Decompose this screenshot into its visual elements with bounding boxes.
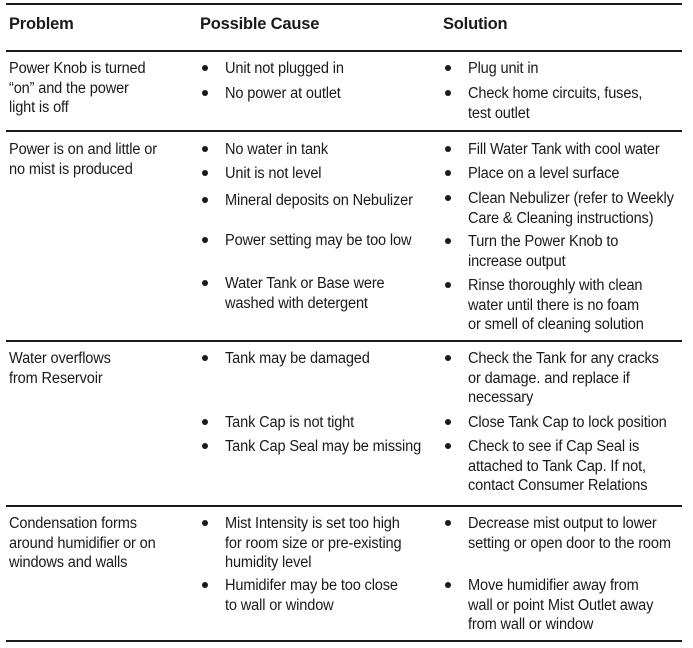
bullet-icon bbox=[445, 170, 451, 176]
cause-item: Mist Intensity is set too high for room size or pre-existing humidity level bbox=[225, 515, 402, 571]
solution-item: Rinse thoroughly with clean water until there is no foam or smell of cleaning solution bbox=[468, 277, 644, 333]
cause-item: Tank Cap Seal may be missing bbox=[225, 438, 422, 455]
bullet-icon bbox=[202, 197, 208, 203]
cause-item: Power setting may be too low bbox=[225, 232, 412, 249]
table-bottom-rule bbox=[6, 640, 682, 642]
cause-item: Unit is not level bbox=[225, 165, 322, 182]
solution-item: Fill Water Tank with cool water bbox=[468, 141, 660, 158]
solution-item: Check home circuits, fuses, test outlet bbox=[468, 85, 643, 122]
solution-item: Turn the Power Knob to increase output bbox=[468, 233, 619, 270]
solution-item: Check to see if Cap Seal is attached to Tank Cap. If not, contact Consumer Relations bbox=[468, 438, 648, 494]
bullet-icon bbox=[445, 355, 451, 361]
bullet-icon bbox=[202, 146, 208, 152]
row-divider-1 bbox=[6, 130, 682, 132]
bullet-icon bbox=[202, 520, 208, 526]
problem-cell: Water overflows from Reservoir bbox=[9, 350, 111, 387]
header-problem: Problem bbox=[9, 15, 74, 33]
bullet-icon bbox=[445, 443, 451, 449]
cause-item: Mineral deposits on Nebulizer bbox=[225, 192, 413, 209]
bullet-icon bbox=[445, 282, 451, 288]
solution-item: Check the Tank for any cracks or damage. and replace if necessary bbox=[468, 350, 659, 406]
bullet-icon bbox=[202, 582, 208, 588]
bullet-icon bbox=[445, 419, 451, 425]
solution-item: Decrease mist output to lower setting or open door to the room bbox=[468, 515, 671, 552]
problem-cell: Condensation forms around humidifier or on windows and walls bbox=[9, 515, 156, 571]
cause-item: Water Tank or Base were washed with detergent bbox=[225, 275, 385, 312]
bullet-icon bbox=[202, 90, 208, 96]
cause-item: Tank may be damaged bbox=[225, 350, 370, 367]
row-divider-2 bbox=[6, 340, 682, 342]
bullet-icon bbox=[202, 280, 208, 286]
header-possible-cause: Possible Cause bbox=[200, 15, 320, 33]
problem-cell: Power Knob is turned “on” and the power light is off bbox=[9, 60, 146, 116]
bullet-icon bbox=[202, 443, 208, 449]
solution-item: Close Tank Cap to lock position bbox=[468, 414, 667, 431]
bullet-icon bbox=[445, 520, 451, 526]
problem-cell: Power is on and little or no mist is produced bbox=[9, 141, 157, 178]
bullet-icon bbox=[202, 355, 208, 361]
cause-item: Unit not plugged in bbox=[225, 60, 344, 77]
row-divider-3 bbox=[6, 505, 682, 507]
solution-item: Move humidifier away from wall or point Mist Outlet away from wall or window bbox=[468, 577, 654, 633]
bullet-icon bbox=[445, 65, 451, 71]
solution-item: Place on a level surface bbox=[468, 165, 620, 182]
cause-item: No water in tank bbox=[225, 141, 329, 158]
cause-item: No power at outlet bbox=[225, 85, 341, 102]
solution-item: Plug unit in bbox=[468, 60, 539, 77]
bullet-icon bbox=[202, 170, 208, 176]
bullet-icon bbox=[202, 237, 208, 243]
bullet-icon bbox=[445, 582, 451, 588]
bullet-icon bbox=[445, 90, 451, 96]
bullet-icon bbox=[445, 238, 451, 244]
cause-item: Humidifer may be too close to wall or window bbox=[225, 577, 398, 614]
header-bottom-rule bbox=[6, 50, 682, 52]
bullet-icon bbox=[202, 65, 208, 71]
header-solution: Solution bbox=[443, 15, 508, 33]
bullet-icon bbox=[445, 195, 451, 201]
cause-item: Tank Cap is not tight bbox=[225, 414, 355, 431]
bullet-icon bbox=[445, 146, 451, 152]
solution-item: Clean Nebulizer (refer to Weekly Care & Cleaning instructions) bbox=[468, 190, 674, 227]
bullet-icon bbox=[202, 419, 208, 425]
table-top-rule bbox=[6, 3, 682, 5]
